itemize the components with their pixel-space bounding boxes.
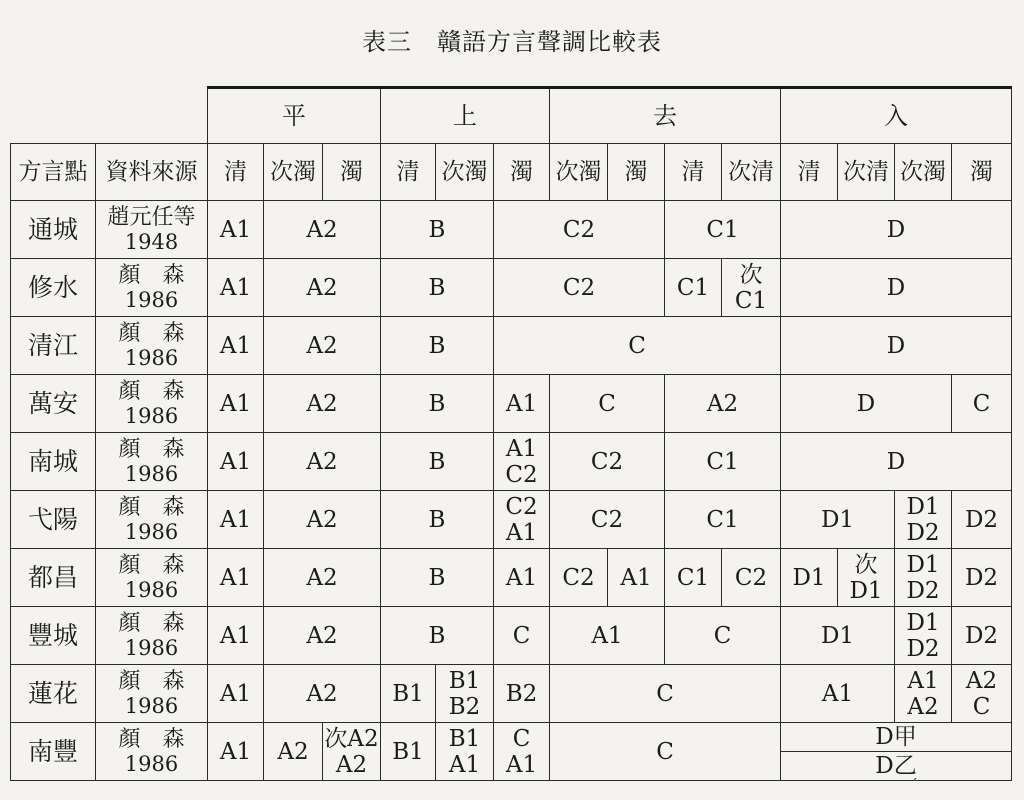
table-row <box>11 549 1012 607</box>
table-row <box>11 375 1012 433</box>
stray-mark: ˊ <box>910 776 918 795</box>
place-name: 都昌 <box>11 549 96 607</box>
tone-cell: A2 <box>665 375 781 433</box>
tone-value: D2 <box>906 519 940 546</box>
category-shang: 上 <box>381 88 550 144</box>
tone-cell: B1 <box>381 665 436 723</box>
header-qu-ciqing: 次清 <box>722 144 781 201</box>
tone-value: D甲 <box>781 723 1011 752</box>
tone-cell: A1 <box>208 433 264 491</box>
tone-cell: B <box>381 375 494 433</box>
tone-split-cell <box>781 723 1012 781</box>
tone-cell: A2 <box>264 665 381 723</box>
tone-cell-stacked <box>494 723 550 781</box>
tone-value: D1 <box>906 493 940 520</box>
data-source <box>96 375 208 433</box>
tone-value: D乙 <box>875 753 917 779</box>
header-source: 資料來源 <box>96 144 208 201</box>
data-source <box>96 433 208 491</box>
header-ru-zhuo: 濁 <box>952 144 1012 201</box>
tone-cell-stacked <box>895 607 952 665</box>
source-author: 顏 森 <box>118 726 185 752</box>
tone-cell: B <box>381 491 494 549</box>
header-ping-zhuo: 濁 <box>323 144 381 201</box>
header-place: 方言點 <box>11 144 96 201</box>
tone-cell: A1 <box>208 259 264 317</box>
tone-cell: C <box>665 607 781 665</box>
tone-cell: B <box>381 201 494 259</box>
header-ru-qing: 清 <box>781 144 838 201</box>
tone-category-row <box>11 88 1012 144</box>
category-ping: 平 <box>208 88 381 144</box>
tone-cell: D1 <box>781 491 895 549</box>
place-name: 萬安 <box>11 375 96 433</box>
tone-cell-stacked <box>722 259 781 317</box>
table-row <box>11 665 1012 723</box>
tone-cell-stacked <box>494 491 550 549</box>
tone-value: A2 <box>965 667 998 694</box>
tone-cell: A1 <box>208 665 264 723</box>
tone-value: B1 <box>448 667 481 694</box>
header-shang-zhuo: 濁 <box>494 144 550 201</box>
tone-cell-stacked <box>895 665 952 723</box>
tone-cell-stacked <box>436 665 494 723</box>
tone-cell: A2 <box>264 317 381 375</box>
tone-value: B2 <box>448 693 481 720</box>
tone-cell: A2 <box>264 491 381 549</box>
place-name: 南豐 <box>11 723 96 781</box>
source-year: 1986 <box>124 403 179 428</box>
source-author: 顏 森 <box>118 494 185 520</box>
tone-cell: D <box>781 201 1012 259</box>
tone-cell: A1 <box>208 723 264 781</box>
tone-cell: C1 <box>665 549 722 607</box>
source-author: 顏 森 <box>118 610 185 636</box>
header-qu-qing: 清 <box>665 144 722 201</box>
source-year: 1986 <box>124 577 179 602</box>
table-row <box>11 259 1012 317</box>
table-title: 表三 贛語方言聲調比較表 <box>362 28 662 56</box>
tone-cell: C <box>494 607 550 665</box>
tone-cell: D2 <box>952 549 1012 607</box>
table-row <box>11 723 1012 781</box>
table-row <box>11 433 1012 491</box>
tone-cell: C <box>550 665 781 723</box>
data-source <box>96 607 208 665</box>
place-name: 弋陽 <box>11 491 96 549</box>
tone-value: D1 <box>906 609 940 636</box>
source-year: 1986 <box>124 693 179 718</box>
tone-value: D2 <box>906 577 940 604</box>
tone-cell: A2 <box>264 433 381 491</box>
tone-cell: A1 <box>208 201 264 259</box>
tone-value: A2 <box>335 751 368 778</box>
data-source <box>96 549 208 607</box>
tone-comparison-table <box>10 86 1012 781</box>
tone-cell: A1 <box>494 549 550 607</box>
tone-value: A1 <box>448 751 481 778</box>
tone-cell: C2 <box>550 433 665 491</box>
tone-cell-stacked <box>494 433 550 491</box>
source-author: 顏 森 <box>118 552 185 578</box>
tone-value: C2 <box>505 493 538 520</box>
tone-cell: C2 <box>494 201 665 259</box>
tone-value: B1 <box>448 725 481 752</box>
tone-cell: C <box>952 375 1012 433</box>
tone-cell: D2 <box>952 607 1012 665</box>
tone-cell: C1 <box>665 491 781 549</box>
tone-cell: C2 <box>550 549 608 607</box>
tone-cell: C1 <box>665 201 781 259</box>
tone-cell: C <box>550 375 665 433</box>
tone-cell: A2 <box>264 607 381 665</box>
tone-cell-stacked <box>436 723 494 781</box>
tone-cell-stacked <box>895 549 952 607</box>
header-ru-ciqing: 次清 <box>838 144 895 201</box>
tone-cell: B2 <box>494 665 550 723</box>
tone-cell: A2 <box>264 259 381 317</box>
tone-cell: C2 <box>722 549 781 607</box>
tone-cell: A1 <box>550 607 665 665</box>
tone-cell: D <box>781 433 1012 491</box>
place-name: 清江 <box>11 317 96 375</box>
tone-cell: A2 <box>264 375 381 433</box>
data-source <box>96 491 208 549</box>
tone-cell: B <box>381 259 494 317</box>
source-year: 1986 <box>124 287 179 312</box>
tone-cell: B <box>381 607 494 665</box>
place-name: 修水 <box>11 259 96 317</box>
header-shang-cizhuo: 次濁 <box>436 144 494 201</box>
tone-value: C2 <box>505 461 538 488</box>
tone-cell: A1 <box>781 665 895 723</box>
data-source <box>96 259 208 317</box>
tone-cell: D <box>781 317 1012 375</box>
source-author: 顏 森 <box>118 436 185 462</box>
tone-cell: B <box>381 317 494 375</box>
tone-cell: A1 <box>208 607 264 665</box>
tone-cell: A1 <box>208 375 264 433</box>
data-source <box>96 201 208 259</box>
header-ru-cizhuo: 次濁 <box>895 144 952 201</box>
tone-cell: B1 <box>381 723 436 781</box>
table-row <box>11 201 1012 259</box>
tone-value: A1 <box>505 519 538 546</box>
tone-cell: C2 <box>494 259 665 317</box>
tone-value: C1 <box>734 287 768 314</box>
header-qu-cizhuo: 次濁 <box>550 144 608 201</box>
tone-cell-stacked <box>895 491 952 549</box>
tone-value: 次A2 <box>324 725 379 752</box>
tone-cell: A2 <box>264 723 323 781</box>
tone-cell: A1 <box>208 549 264 607</box>
source-author: 顏 森 <box>118 262 185 288</box>
source-year: 1986 <box>124 461 179 486</box>
tone-cell: C2 <box>550 491 665 549</box>
table-row <box>11 491 1012 549</box>
tone-cell: C <box>550 723 781 781</box>
tone-cell: A1 <box>208 317 264 375</box>
tone-cell: A2 <box>264 201 381 259</box>
tone-cell: D <box>781 375 952 433</box>
tone-cell: D1 <box>781 549 838 607</box>
tone-cell-stacked <box>323 723 381 781</box>
tone-cell: B <box>381 433 494 491</box>
tone-cell: D2 <box>952 491 1012 549</box>
tone-cell: A1 <box>608 549 665 607</box>
tone-value: 次 <box>854 551 878 578</box>
tone-value: A1 <box>505 751 538 778</box>
tone-value: C <box>972 693 991 720</box>
place-name: 豐城 <box>11 607 96 665</box>
place-name: 通城 <box>11 201 96 259</box>
source-year: 1986 <box>124 345 179 370</box>
data-source <box>96 665 208 723</box>
tone-cell: C <box>494 317 781 375</box>
tone-cell: D1 <box>781 607 895 665</box>
tone-value: C <box>512 725 531 752</box>
source-author: 顏 森 <box>118 378 185 404</box>
tone-cell-stacked <box>952 665 1012 723</box>
source-author: 顏 森 <box>118 668 185 694</box>
tone-cell: C1 <box>665 259 722 317</box>
category-qu: 去 <box>550 88 781 144</box>
table-row <box>11 317 1012 375</box>
tone-cell: C1 <box>665 433 781 491</box>
source-year: 1986 <box>124 751 179 776</box>
data-source <box>96 723 208 781</box>
tone-value: D2 <box>906 635 940 662</box>
category-ru: 入 <box>781 88 1012 144</box>
tone-value: D1 <box>849 577 883 604</box>
place-name: 蓮花 <box>11 665 96 723</box>
header-qu-zhuo: 濁 <box>608 144 665 201</box>
header-ping-cizhuo: 次濁 <box>264 144 323 201</box>
source-year: 1986 <box>124 635 179 660</box>
tone-cell: A2 <box>264 549 381 607</box>
place-name: 南城 <box>11 433 96 491</box>
source-author: 顏 森 <box>118 320 185 346</box>
tone-value: A1 <box>505 435 538 462</box>
table-row <box>11 607 1012 665</box>
tone-value: A2 <box>907 693 939 720</box>
header-shang-qing: 清 <box>381 144 436 201</box>
tone-cell-stacked <box>838 549 895 607</box>
subheader-row <box>11 144 1012 201</box>
tone-cell: A1 <box>494 375 550 433</box>
tone-cell: D <box>781 259 1012 317</box>
source-year: 1986 <box>124 519 179 544</box>
source-year: 1948 <box>124 229 179 254</box>
tone-value: 次 <box>739 261 763 288</box>
tone-value: D1 <box>906 551 940 578</box>
header-ping-qing: 清 <box>208 144 264 201</box>
tone-cell: B <box>381 549 494 607</box>
data-source <box>96 317 208 375</box>
source-author: 趙元任等 <box>107 204 196 230</box>
tone-value: A1 <box>907 667 939 694</box>
tone-cell: A1 <box>208 491 264 549</box>
